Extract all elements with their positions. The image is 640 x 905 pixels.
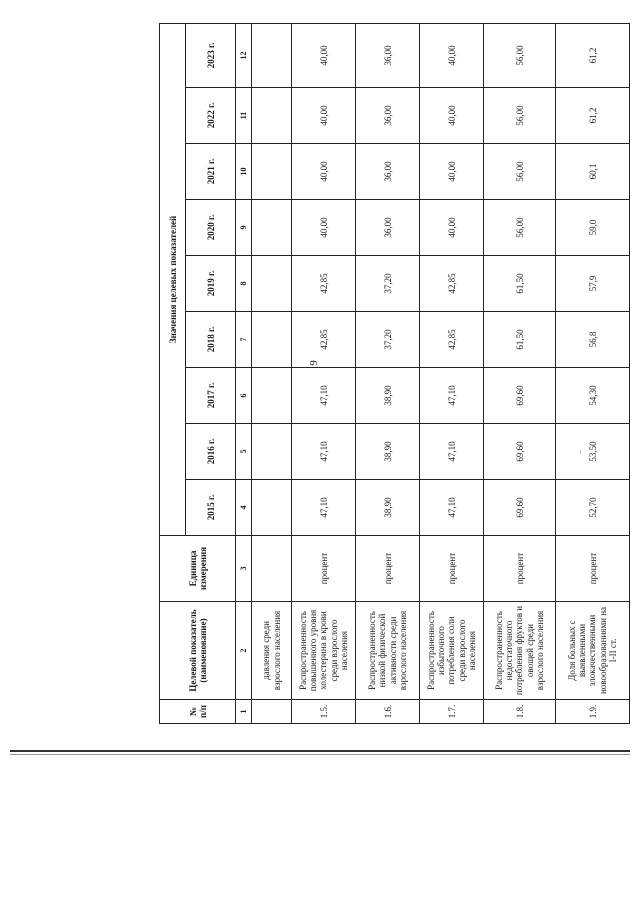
row-number: 1.5. bbox=[292, 700, 356, 724]
row-number: 1.6. bbox=[356, 700, 420, 724]
indicator-unit: процент bbox=[292, 536, 356, 602]
indicator-value: 40,00 bbox=[420, 144, 484, 200]
table-row bbox=[420, 23, 484, 723]
table-row bbox=[556, 23, 630, 723]
header-year: 2018 г. bbox=[186, 312, 236, 368]
indicator-value bbox=[252, 200, 292, 256]
indicator-value: 42,85 bbox=[292, 256, 356, 312]
indicator-value: 53,50 bbox=[556, 424, 630, 480]
table-row bbox=[252, 23, 292, 723]
indicator-unit: процент bbox=[420, 536, 484, 602]
header-year: 2016 г. bbox=[186, 424, 236, 480]
header-year: 2020 г. bbox=[186, 200, 236, 256]
indicator-value: 37,20 bbox=[356, 312, 420, 368]
column-number: 11 bbox=[236, 88, 252, 144]
column-number: 7 bbox=[236, 312, 252, 368]
indicator-value: 42,85 bbox=[292, 312, 356, 368]
indicator-value bbox=[252, 23, 292, 87]
column-number: 10 bbox=[236, 144, 252, 200]
indicator-value: 36,00 bbox=[356, 200, 420, 256]
indicator-value: 56,00 bbox=[484, 200, 556, 256]
indicator-value: 54,30 bbox=[556, 368, 630, 424]
header-values-group: Значения целевых показателей bbox=[160, 23, 186, 535]
row-number: 1.7. bbox=[420, 700, 484, 724]
column-number: 8 bbox=[236, 256, 252, 312]
column-number: 9 bbox=[236, 200, 252, 256]
indicator-value: 69,60 bbox=[484, 480, 556, 536]
indicator-unit bbox=[252, 536, 292, 602]
indicator-value bbox=[252, 480, 292, 536]
indicator-name: давления среди взрослого населения bbox=[252, 602, 292, 700]
header-year: 2019 г. bbox=[186, 256, 236, 312]
header-no: № п/п bbox=[160, 700, 236, 724]
indicator-value: 56,00 bbox=[484, 23, 556, 87]
indicator-value: 40,00 bbox=[420, 23, 484, 87]
indicator-value: 40,00 bbox=[420, 200, 484, 256]
indicator-value: 40,00 bbox=[292, 23, 356, 87]
indicator-value: 56,00 bbox=[484, 88, 556, 144]
header-unit: Единица измерения bbox=[160, 536, 236, 602]
indicator-value: 37,20 bbox=[356, 256, 420, 312]
indicator-value: 36,00 bbox=[356, 144, 420, 200]
indicator-value: 40,00 bbox=[420, 88, 484, 144]
header-year: 2021 г. bbox=[186, 144, 236, 200]
indicator-value: 47,10 bbox=[292, 424, 356, 480]
indicator-value bbox=[252, 144, 292, 200]
indicator-name: Распространенность избыточного потребления соли среди взрослого населения bbox=[420, 602, 484, 700]
column-number: 1 bbox=[236, 700, 252, 724]
indicator-value: 36,00 bbox=[356, 23, 420, 87]
indicator-value: 59,0 bbox=[556, 200, 630, 256]
indicator-value: 36,00 bbox=[356, 88, 420, 144]
indicator-value bbox=[252, 368, 292, 424]
indicator-value: 40,00 bbox=[292, 88, 356, 144]
indicator-value: 40,00 bbox=[292, 200, 356, 256]
column-number: 5 bbox=[236, 424, 252, 480]
header-year: 2015 г. bbox=[186, 480, 236, 536]
indicator-value bbox=[252, 424, 292, 480]
target-indicators-table-wrapper bbox=[159, 24, 619, 724]
indicator-unit: процент bbox=[356, 536, 420, 602]
indicator-value: 52,70 bbox=[556, 480, 630, 536]
indicator-value bbox=[252, 88, 292, 144]
page-divider bbox=[10, 750, 630, 752]
indicator-value: 61,50 bbox=[484, 256, 556, 312]
indicator-value: 57,9 bbox=[556, 256, 630, 312]
indicator-value: 69,60 bbox=[484, 368, 556, 424]
column-number: 4 bbox=[236, 480, 252, 536]
table-row bbox=[356, 23, 420, 723]
indicator-value: 47,10 bbox=[420, 424, 484, 480]
scan-artifact bbox=[580, 450, 581, 454]
indicator-value: 47,10 bbox=[292, 480, 356, 536]
column-number: 2 bbox=[236, 602, 252, 700]
page-number: 9 bbox=[308, 360, 320, 366]
indicator-name: Доля больных с выявленными злокачественными новообразованиями на I-II ст. bbox=[556, 602, 630, 700]
indicator-value: 42,85 bbox=[420, 256, 484, 312]
indicator-value: 56,8 bbox=[556, 312, 630, 368]
header-year: 2017 г. bbox=[186, 368, 236, 424]
indicator-unit: процент bbox=[484, 536, 556, 602]
indicator-value: 61,50 bbox=[484, 312, 556, 368]
indicator-unit: процент bbox=[556, 536, 630, 602]
indicator-value: 38,90 bbox=[356, 368, 420, 424]
indicator-value: 61,2 bbox=[556, 88, 630, 144]
indicator-value: 38,90 bbox=[356, 424, 420, 480]
table-row bbox=[292, 23, 356, 723]
indicator-value: 38,90 bbox=[356, 480, 420, 536]
indicator-value bbox=[252, 256, 292, 312]
row-number: 1.8. bbox=[484, 700, 556, 724]
indicator-value: 56,00 bbox=[484, 144, 556, 200]
indicator-name: Распространенность недостаточного потребления фруктов и овощей среди взрослого населения bbox=[484, 602, 556, 700]
header-year: 2023 г. bbox=[186, 23, 236, 87]
indicator-value: 47,10 bbox=[292, 368, 356, 424]
indicator-name: Распространенность низкой физической активности среди взрослого населения bbox=[356, 602, 420, 700]
target-indicators-table bbox=[159, 23, 630, 724]
column-number: 3 bbox=[236, 536, 252, 602]
table-row bbox=[484, 23, 556, 723]
indicator-value: 61,2 bbox=[556, 23, 630, 87]
column-number: 6 bbox=[236, 368, 252, 424]
indicator-value: 69,60 bbox=[484, 424, 556, 480]
indicator-value bbox=[252, 312, 292, 368]
row-number: 1.9. bbox=[556, 700, 630, 724]
indicator-value: 60,1 bbox=[556, 144, 630, 200]
header-name: Целевой показатель (наименование) bbox=[160, 602, 236, 700]
indicator-value: 42,85 bbox=[420, 312, 484, 368]
indicator-value: 47,10 bbox=[420, 480, 484, 536]
row-number bbox=[252, 700, 292, 724]
page-divider-thin bbox=[10, 754, 630, 755]
column-number: 12 bbox=[236, 23, 252, 87]
indicator-value: 47,10 bbox=[420, 368, 484, 424]
indicator-name: Распространенность повышенного уровня холестерина в крови среди взрослого населения bbox=[292, 602, 356, 700]
header-year: 2022 г. bbox=[186, 88, 236, 144]
indicator-value: 40,00 bbox=[292, 144, 356, 200]
